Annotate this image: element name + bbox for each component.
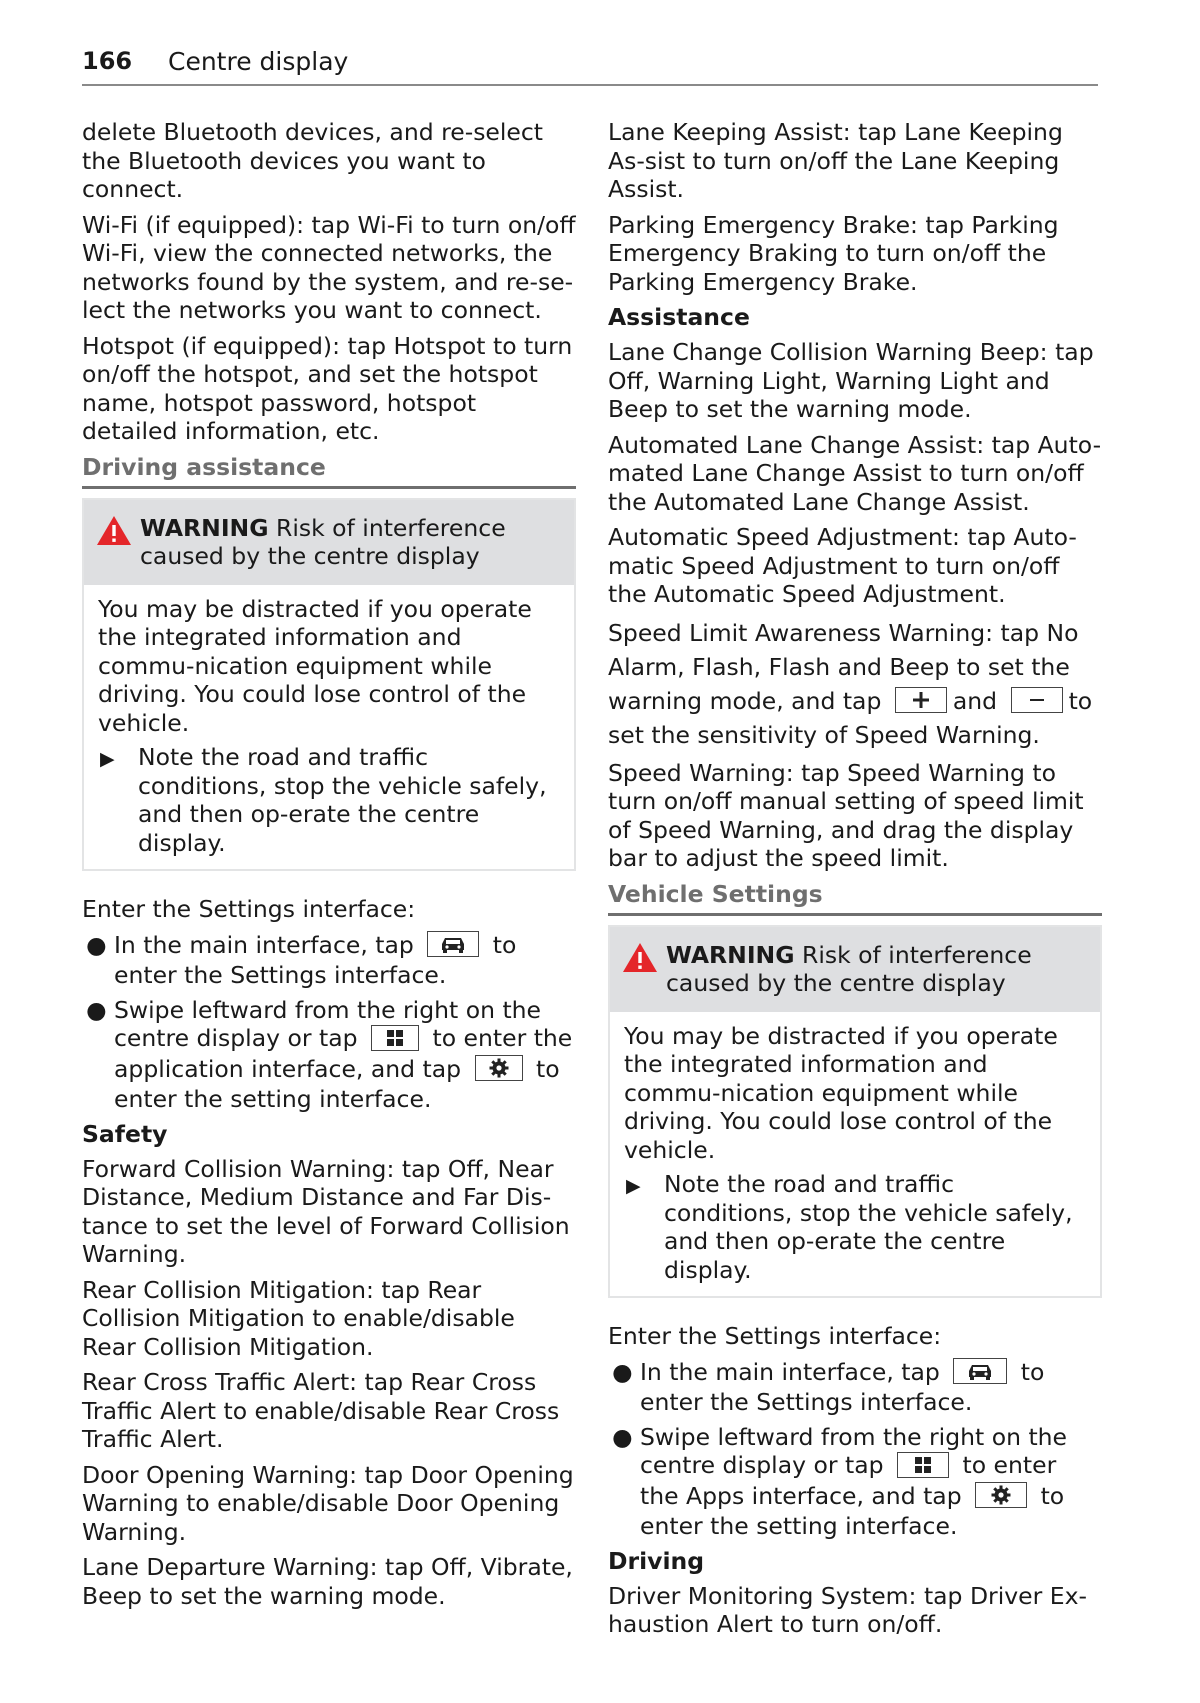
slaw-text: to set the sensitivity of Speed Warning. xyxy=(608,686,1093,749)
alca-paragraph: Automated Lane Change Assist: tap Auto-mated Lane Change Assist to turn on/off the Automated Lane Change Assist. xyxy=(608,430,1102,516)
slaw-text: and xyxy=(952,686,998,715)
minus-icon xyxy=(1011,687,1063,713)
warning-body xyxy=(84,585,574,870)
left-column xyxy=(82,118,576,1617)
enter-settings-heading: Enter the Settings interface: xyxy=(608,1322,942,1350)
chapter-title: Centre display xyxy=(168,47,349,76)
warning-action-text: Note the road and traffic conditions, stop the vehicle safely, and then op-erate the centre display. xyxy=(664,1170,1073,1284)
bullet-icon: ● xyxy=(86,995,107,1024)
warning-label: WARNING xyxy=(140,513,269,542)
warning-triangle-icon xyxy=(96,515,132,546)
step-text: to enter the setting interface. xyxy=(114,1054,560,1113)
warning-title-text: Risk of interference caused by the centre display xyxy=(140,513,506,570)
settings-gear-icon xyxy=(475,1055,523,1081)
car-icon xyxy=(953,1358,1007,1384)
step-text: to enter the Settings interface. xyxy=(640,1357,1045,1416)
safety-title: Safety xyxy=(82,1119,168,1148)
settings-steps xyxy=(608,1358,1102,1541)
dms-paragraph: Driver Monitoring System: tap Driver Ex-haustion Alert to turn on/off. xyxy=(608,1581,1087,1638)
wifi-paragraph: Wi-Fi (if equipped): tap Wi-Fi to turn on/off Wi-Fi, view the connected networks, the networks found by the system, and re-se-lect the networks you want to connect. xyxy=(82,210,576,324)
apps-grid-icon xyxy=(897,1452,949,1478)
bullet-icon: ● xyxy=(86,930,107,959)
warning-triangle-icon xyxy=(622,942,658,973)
warning-title xyxy=(666,941,1086,998)
driving-assistance-title: Driving assistance xyxy=(82,453,576,489)
lcw-paragraph: Lane Change Collision Warning Beep: tap Off, Warning Light, Warning Light and Beep to set the warning mode. xyxy=(608,338,1094,423)
step-text: In the main interface, tap xyxy=(640,1357,940,1386)
peb-paragraph: Parking Emergency Brake: tap Parking Emergency Braking to turn on/off the Parking Emergency Brake. xyxy=(608,210,1059,296)
warning-action-text: Note the road and traffic conditions, stop the vehicle safely, and then op-erate the centre display. xyxy=(138,743,547,857)
step-text: Swipe leftward from the right on the centre display or tap xyxy=(114,995,542,1052)
asa-paragraph: Automatic Speed Adjustment: tap Auto-matic Speed Adjustment to turn on/off the Automatic Speed Adjustment. xyxy=(608,523,1077,608)
bluetooth-paragraph: delete Bluetooth devices, and re-select the Bluetooth devices you want to connect. xyxy=(82,118,544,203)
vehicle-settings-title: Vehicle Settings xyxy=(608,880,1102,916)
warning-box xyxy=(608,925,1102,1299)
warning-title-text: Risk of interference caused by the centre display xyxy=(666,940,1032,997)
hotspot-paragraph: Hotspot (if equipped): tap Hotspot to turn on/off the hotspot, and set the hotspot name, hotspot password, hotspot detailed information, etc. xyxy=(82,331,573,445)
enter-settings-heading: Enter the Settings interface: xyxy=(82,895,416,923)
warning-header xyxy=(84,500,574,585)
warning-action xyxy=(624,1170,1086,1284)
apps-grid-icon xyxy=(371,1025,419,1051)
page-header xyxy=(82,44,1098,86)
step-text: to enter the application interface, and tap xyxy=(114,1024,573,1083)
sw-paragraph: Speed Warning: tap Speed Warning to turn on/off manual setting of speed limit of Speed Warning, and drag the display bar to adjust the speed limit. xyxy=(608,758,1084,872)
fcw-paragraph: Forward Collision Warning: tap Off, Near Distance, Medium Distance and Far Dis-tance to set the level of Forward Collision Warning. xyxy=(82,1154,570,1268)
ldw-paragraph: Lane Departure Warning: tap Off, Vibrate, Beep to set the warning mode. xyxy=(82,1553,573,1610)
rcm-paragraph: Rear Collision Mitigation: tap Rear Collision Mitigation to enable/disable Rear Collision Mitigation. xyxy=(82,1275,515,1361)
warning-title xyxy=(140,514,560,571)
step-text: Swipe leftward from the right on the centre display or tap xyxy=(640,1422,1068,1479)
step-text: to enter the setting interface. xyxy=(640,1481,1065,1540)
lka-paragraph: Lane Keeping Assist: tap Lane Keeping As-sist to turn on/off the Lane Keeping Assist. xyxy=(608,118,1063,203)
list-item xyxy=(82,931,576,990)
arrow-right-icon: ▶ xyxy=(626,1175,641,1197)
list-item xyxy=(608,1358,1102,1417)
step-text: In the main interface, tap xyxy=(114,930,414,959)
warning-body-text: You may be distracted if you operate the integrated information and commu-nication equipment while driving. You could lose control of the vehicle. xyxy=(624,1021,1058,1164)
list-item xyxy=(608,1423,1102,1541)
warning-body xyxy=(610,1012,1100,1297)
settings-steps xyxy=(82,931,576,1114)
warning-action xyxy=(98,743,560,857)
car-icon xyxy=(427,931,479,957)
rcta-paragraph: Rear Cross Traffic Alert: tap Rear Cross Traffic Alert to enable/disable Rear Cross Traffic Alert. xyxy=(82,1368,560,1453)
bullet-icon: ● xyxy=(612,1422,633,1451)
step-text: to enter the Apps interface, and tap xyxy=(640,1451,1057,1510)
page-number: 166 xyxy=(82,47,133,75)
warning-label: WARNING xyxy=(666,940,795,969)
driving-title: Driving xyxy=(608,1546,705,1575)
step-text: to enter the Settings interface. xyxy=(114,930,517,989)
warning-body-text: You may be distracted if you operate the integrated information and commu-nication equipment while driving. You could lose control of the vehicle. xyxy=(98,594,532,737)
slaw-paragraph xyxy=(608,616,1102,752)
right-column xyxy=(608,118,1102,1646)
warning-header xyxy=(610,927,1100,1012)
dow-paragraph: Door Opening Warning: tap Door Opening Warning to enable/disable Door Opening Warning. xyxy=(82,1460,574,1546)
settings-gear-icon xyxy=(975,1482,1027,1508)
list-item xyxy=(82,996,576,1114)
plus-icon xyxy=(895,687,947,713)
assistance-title: Assistance xyxy=(608,303,750,331)
slaw-text: Speed Limit Awareness Warning: tap No Alarm, Flash, Flash and Beep to set the warning mode, and tap xyxy=(608,618,1079,715)
warning-box xyxy=(82,498,576,872)
bullet-icon: ● xyxy=(612,1357,633,1386)
arrow-right-icon: ▶ xyxy=(100,748,115,770)
